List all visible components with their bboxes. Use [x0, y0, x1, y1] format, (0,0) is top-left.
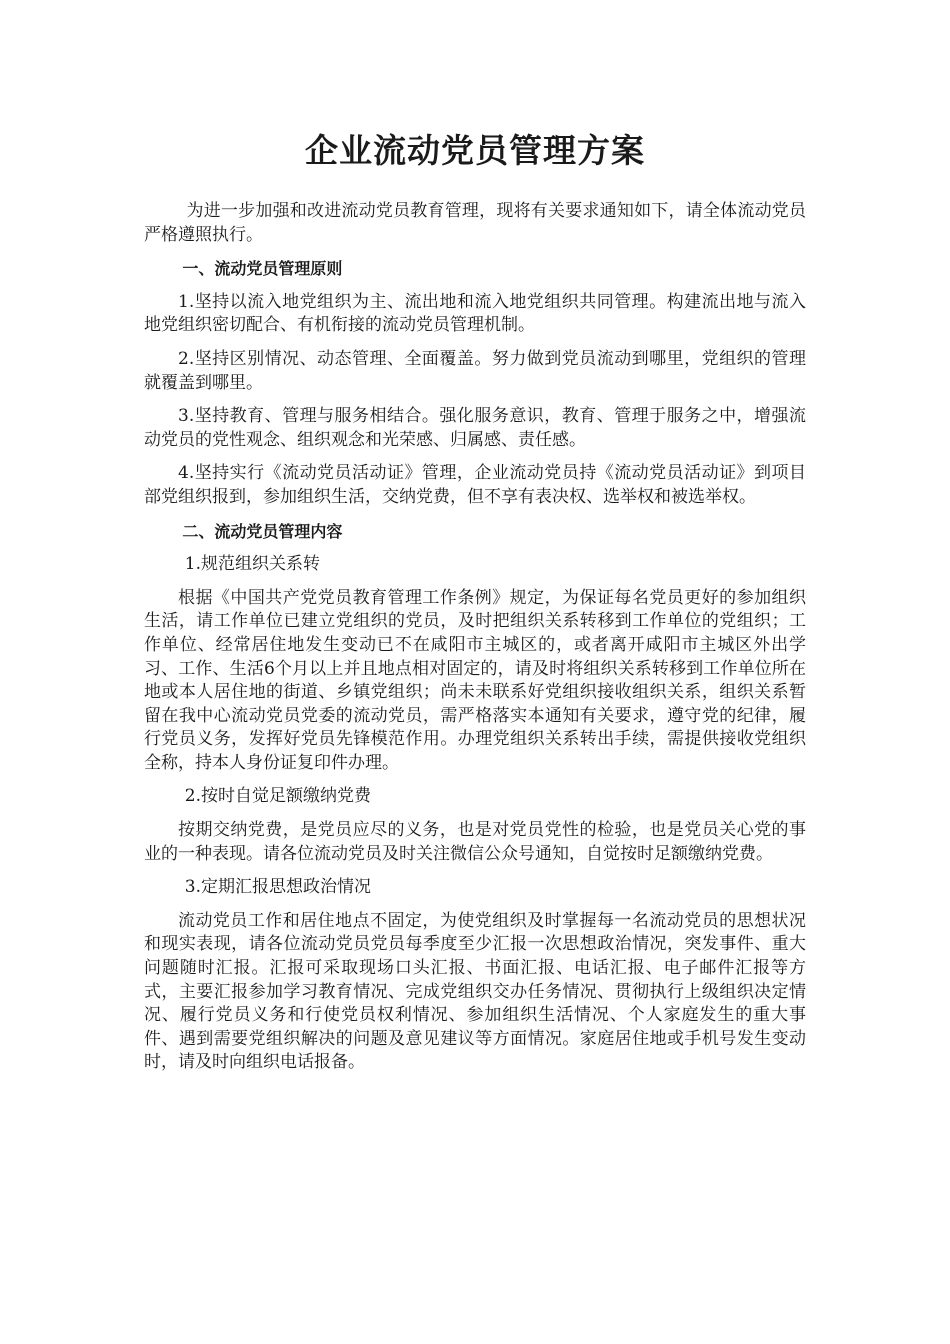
intro-paragraph: 为进一步加强和改进流动党员教育管理，现将有关要求通知如下，请全体流动党员严格遵照执行。	[144, 201, 806, 245]
section-heading-content: 二、流动党员管理内容	[182, 521, 343, 541]
subsection-body-relations: 根据《中国共产党党员教育管理工作条例》规定，为保证每名党员更好的参加组织生活，请工作单位已建立党组织的党员，及时把组织关系转移到工作单位的党组织；工作单位、经常居住地发生变动已不在咸阳市主城区的，或者离开咸阳市主城区外出学习、工作、生活6个月以上并且地点相对固定的，请及时将组织关系转移到工作单位所在地或本人居住地的街道、乡镇党组织；尚未未联系好党组织接收组织关系，组织关系暂留在我中心流动党员党委的流动党员，需严格落实本通知有关要求，遵守党的纪律，履行党员义务，发挥好党员先锋模范作用。办理党组织关系转出手续，需提供接收党组织全称，持本人身份证复印件办理。	[144, 587, 806, 773]
principle-item-3: 3.坚持教育、管理与服务相结合。强化服务意识，教育、管理于服务之中，增强流动党员的党性观念、组织观念和光荣感、归属感、责任感。	[144, 406, 806, 450]
subsection-body-dues: 按期交纳党费，是党员应尽的义务，也是对党员党性的检验，也是党员关心党的事业的一种表现。请各位流动党员及时关注微信公众号通知，自觉按时足额缴纳党费。	[144, 820, 806, 864]
principle-item-2: 2.坚持区别情况、动态管理、全面覆盖。努力做到党员流动到哪里，党组织的管理就覆盖到哪里。	[144, 348, 806, 393]
subsection-body-reports: 流动党员工作和居住地点不固定，为使党组织及时掌握每一名流动党员的思想状况和现实表现，请各位流动党员党员每季度至少汇报一次思想政治情况，突发事件、重大问题随时汇报。汇报可采取现场口头汇报、书面汇报、电话汇报、电子邮件汇报等方式，主要汇报参加学习教育情况、完成党组织交办任务情况、贯彻执行上级组织决定情况、履行党员义务和行使党员权利情况、参加组织生活情况、个人家庭发生的重大事件、遇到需要党组织解决的问题及意见建议等方面情况。家庭居住地或手机号发生变动时，请及时向组织电话报备。	[144, 910, 806, 1073]
subsection-heading-reports: 3.定期汇报思想政治情况	[184, 877, 372, 898]
document-title: 企业流动党员管理方案	[305, 131, 645, 170]
subsection-heading-relations: 1.规范组织关系转	[184, 554, 321, 575]
principle-item-1: 1.坚持以流入地党组织为主、流出地和流入地党组织共同管理。构建流出地与流入地党组织密切配合、有机衔接的流动党员管理机制。	[144, 291, 806, 336]
principle-item-4: 4.坚持实行《流动党员活动证》管理，企业流动党员持《流动党员活动证》到项目部党组织报到，参加组织生活，交纳党费，但不享有表决权、选举权和被选举权。	[144, 463, 806, 507]
section-heading-principles: 一、流动党员管理原则	[182, 259, 343, 279]
document-page	[144, 128, 806, 1085]
subsection-heading-dues: 2.按时自觉足额缴纳党费	[184, 786, 372, 807]
